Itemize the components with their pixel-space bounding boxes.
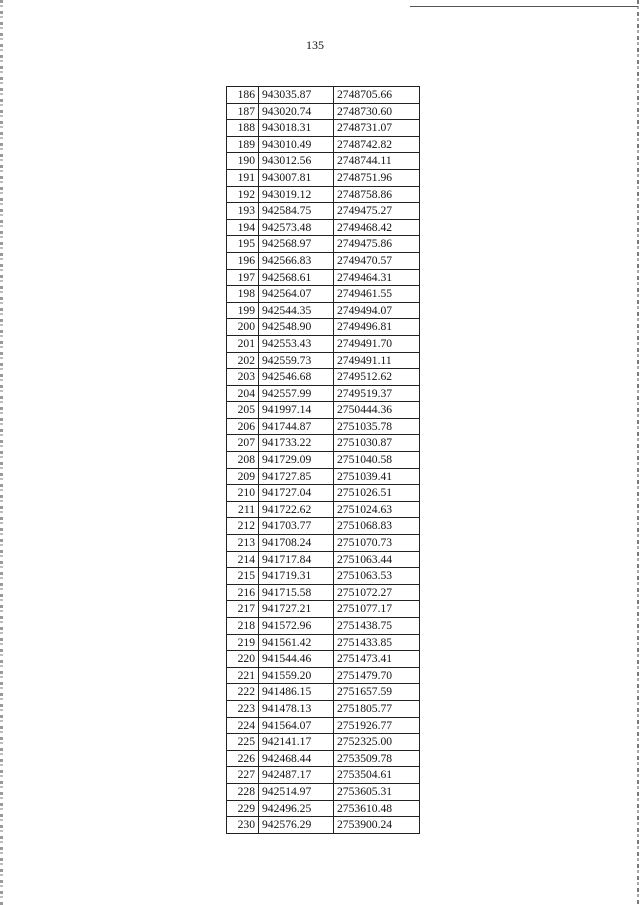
- x-coordinate-cell: 942468.44: [259, 750, 334, 767]
- point-number-cell: 197: [227, 269, 259, 286]
- point-number-cell: 209: [227, 468, 259, 485]
- point-number-cell: 214: [227, 551, 259, 568]
- x-coordinate-cell: 942568.97: [259, 236, 334, 253]
- point-number-cell: 206: [227, 418, 259, 435]
- table-row: [227, 286, 420, 303]
- y-coordinate-cell: 2749519.37: [334, 385, 420, 402]
- point-number-cell: 199: [227, 302, 259, 319]
- y-coordinate-cell: 2753900.24: [334, 817, 420, 834]
- y-coordinate-cell: 2748705.66: [334, 87, 420, 104]
- table-row: [227, 468, 420, 485]
- x-coordinate-cell: 942514.97: [259, 783, 334, 800]
- point-number-cell: 203: [227, 369, 259, 386]
- table-row: [227, 136, 420, 153]
- point-number-cell: 226: [227, 750, 259, 767]
- x-coordinate-cell: 942584.75: [259, 203, 334, 220]
- table-row: [227, 667, 420, 684]
- y-coordinate-cell: 2749475.27: [334, 203, 420, 220]
- table-row: [227, 252, 420, 269]
- table-row: [227, 319, 420, 336]
- point-number-cell: 227: [227, 767, 259, 784]
- point-number-cell: 186: [227, 87, 259, 104]
- point-number-cell: 216: [227, 584, 259, 601]
- x-coordinate-cell: 941478.13: [259, 700, 334, 717]
- y-coordinate-cell: 2748742.82: [334, 136, 420, 153]
- point-number-cell: 230: [227, 817, 259, 834]
- y-coordinate-cell: 2749468.42: [334, 219, 420, 236]
- y-coordinate-cell: 2753605.31: [334, 783, 420, 800]
- point-number-cell: 215: [227, 568, 259, 585]
- y-coordinate-cell: 2751068.83: [334, 518, 420, 535]
- page-number: 135: [306, 38, 324, 52]
- x-coordinate-cell: 941722.62: [259, 501, 334, 518]
- x-coordinate-cell: 943020.74: [259, 103, 334, 120]
- x-coordinate-cell: 941717.84: [259, 551, 334, 568]
- table-row: [227, 169, 420, 186]
- point-number-cell: 224: [227, 717, 259, 734]
- table-row: [227, 219, 420, 236]
- y-coordinate-cell: 2751657.59: [334, 684, 420, 701]
- point-number-cell: 196: [227, 252, 259, 269]
- table-row: [227, 767, 420, 784]
- point-number-cell: 212: [227, 518, 259, 535]
- table-row: [227, 302, 420, 319]
- x-coordinate-cell: 942576.29: [259, 817, 334, 834]
- x-coordinate-cell: 942559.73: [259, 352, 334, 369]
- y-coordinate-cell: 2749491.11: [334, 352, 420, 369]
- y-coordinate-cell: 2751026.51: [334, 485, 420, 502]
- scan-edge-right: [637, 0, 639, 905]
- scan-edge-left: [0, 0, 3, 905]
- y-coordinate-cell: 2750444.36: [334, 402, 420, 419]
- y-coordinate-cell: 2751040.58: [334, 452, 420, 469]
- point-number-cell: 220: [227, 651, 259, 668]
- table-row: [227, 435, 420, 452]
- point-number-cell: 228: [227, 783, 259, 800]
- x-coordinate-cell: 941729.09: [259, 452, 334, 469]
- x-coordinate-cell: 941559.20: [259, 667, 334, 684]
- y-coordinate-cell: 2749470.57: [334, 252, 420, 269]
- table-row: [227, 817, 420, 834]
- point-number-cell: 205: [227, 402, 259, 419]
- x-coordinate-cell: 942564.07: [259, 286, 334, 303]
- y-coordinate-cell: 2753610.48: [334, 800, 420, 817]
- point-number-cell: 217: [227, 601, 259, 618]
- top-rule: [410, 6, 638, 7]
- point-number-cell: 198: [227, 286, 259, 303]
- point-number-cell: 222: [227, 684, 259, 701]
- y-coordinate-cell: 2749461.55: [334, 286, 420, 303]
- y-coordinate-cell: 2749464.31: [334, 269, 420, 286]
- table-row: [227, 385, 420, 402]
- y-coordinate-cell: 2751077.17: [334, 601, 420, 618]
- table-row: [227, 535, 420, 552]
- y-coordinate-cell: 2751070.73: [334, 535, 420, 552]
- point-number-cell: 229: [227, 800, 259, 817]
- table-row: [227, 551, 420, 568]
- y-coordinate-cell: 2749491.70: [334, 335, 420, 352]
- table-row: [227, 651, 420, 668]
- point-number-cell: 188: [227, 120, 259, 137]
- point-number-cell: 221: [227, 667, 259, 684]
- point-number-cell: 187: [227, 103, 259, 120]
- table-row: [227, 402, 420, 419]
- table-row: [227, 236, 420, 253]
- table-row: [227, 335, 420, 352]
- x-coordinate-cell: 941719.31: [259, 568, 334, 585]
- point-number-cell: 190: [227, 153, 259, 170]
- y-coordinate-cell: 2751433.85: [334, 634, 420, 651]
- y-coordinate-cell: 2751063.44: [334, 551, 420, 568]
- point-number-cell: 189: [227, 136, 259, 153]
- x-coordinate-cell: 941727.85: [259, 468, 334, 485]
- y-coordinate-cell: 2751039.41: [334, 468, 420, 485]
- table-row: [227, 684, 420, 701]
- y-coordinate-cell: 2749512.62: [334, 369, 420, 386]
- x-coordinate-cell: 943010.49: [259, 136, 334, 153]
- y-coordinate-cell: 2752325.00: [334, 734, 420, 751]
- point-number-cell: 213: [227, 535, 259, 552]
- table-row: [227, 418, 420, 435]
- y-coordinate-cell: 2751024.63: [334, 501, 420, 518]
- x-coordinate-cell: 941708.24: [259, 535, 334, 552]
- table-row: [227, 203, 420, 220]
- y-coordinate-cell: 2753509.78: [334, 750, 420, 767]
- table-row: [227, 87, 420, 104]
- table-row: [227, 501, 420, 518]
- table-row: [227, 700, 420, 717]
- point-number-cell: 211: [227, 501, 259, 518]
- point-number-cell: 195: [227, 236, 259, 253]
- x-coordinate-cell: 942548.90: [259, 319, 334, 336]
- x-coordinate-cell: 941564.07: [259, 717, 334, 734]
- x-coordinate-cell: 942573.48: [259, 219, 334, 236]
- x-coordinate-cell: 941733.22: [259, 435, 334, 452]
- table-row: [227, 717, 420, 734]
- table-row: [227, 186, 420, 203]
- table-row: [227, 352, 420, 369]
- point-number-cell: 191: [227, 169, 259, 186]
- y-coordinate-cell: 2749475.86: [334, 236, 420, 253]
- point-number-cell: 225: [227, 734, 259, 751]
- table-row: [227, 103, 420, 120]
- x-coordinate-cell: 942568.61: [259, 269, 334, 286]
- point-number-cell: 219: [227, 634, 259, 651]
- table-row: [227, 269, 420, 286]
- x-coordinate-cell: 942487.17: [259, 767, 334, 784]
- point-number-cell: 193: [227, 203, 259, 220]
- y-coordinate-cell: 2751030.87: [334, 435, 420, 452]
- table-row: [227, 601, 420, 618]
- table-row: [227, 369, 420, 386]
- x-coordinate-cell: 941727.21: [259, 601, 334, 618]
- table-row: [227, 783, 420, 800]
- table-row: [227, 734, 420, 751]
- table-row: [227, 568, 420, 585]
- table-row: [227, 518, 420, 535]
- point-number-cell: 201: [227, 335, 259, 352]
- point-number-cell: 223: [227, 700, 259, 717]
- table-row: [227, 618, 420, 635]
- x-coordinate-cell: 942557.99: [259, 385, 334, 402]
- x-coordinate-cell: 942566.83: [259, 252, 334, 269]
- table-row: [227, 120, 420, 137]
- x-coordinate-cell: 941561.42: [259, 634, 334, 651]
- x-coordinate-cell: 943019.12: [259, 186, 334, 203]
- table-row: [227, 153, 420, 170]
- x-coordinate-cell: 941744.87: [259, 418, 334, 435]
- x-coordinate-cell: 941703.77: [259, 518, 334, 535]
- y-coordinate-cell: 2748751.96: [334, 169, 420, 186]
- y-coordinate-cell: 2751473.41: [334, 651, 420, 668]
- table-row: [227, 584, 420, 601]
- point-number-cell: 200: [227, 319, 259, 336]
- coordinates-table-body: [227, 87, 420, 834]
- y-coordinate-cell: 2751063.53: [334, 568, 420, 585]
- table-row: [227, 800, 420, 817]
- y-coordinate-cell: 2753504.61: [334, 767, 420, 784]
- x-coordinate-cell: 941727.04: [259, 485, 334, 502]
- y-coordinate-cell: 2748744.11: [334, 153, 420, 170]
- x-coordinate-cell: 941715.58: [259, 584, 334, 601]
- point-number-cell: 210: [227, 485, 259, 502]
- point-number-cell: 194: [227, 219, 259, 236]
- x-coordinate-cell: 941544.46: [259, 651, 334, 668]
- point-number-cell: 202: [227, 352, 259, 369]
- table-row: [227, 485, 420, 502]
- x-coordinate-cell: 943007.81: [259, 169, 334, 186]
- y-coordinate-cell: 2751035.78: [334, 418, 420, 435]
- x-coordinate-cell: 942141.17: [259, 734, 334, 751]
- x-coordinate-cell: 941572.96: [259, 618, 334, 635]
- y-coordinate-cell: 2751479.70: [334, 667, 420, 684]
- y-coordinate-cell: 2748730.60: [334, 103, 420, 120]
- y-coordinate-cell: 2751072.27: [334, 584, 420, 601]
- point-number-cell: 218: [227, 618, 259, 635]
- point-number-cell: 207: [227, 435, 259, 452]
- table-row: [227, 634, 420, 651]
- y-coordinate-cell: 2751926.77: [334, 717, 420, 734]
- y-coordinate-cell: 2749496.81: [334, 319, 420, 336]
- x-coordinate-cell: 943018.31: [259, 120, 334, 137]
- x-coordinate-cell: 942546.68: [259, 369, 334, 386]
- x-coordinate-cell: 942496.25: [259, 800, 334, 817]
- y-coordinate-cell: 2748758.86: [334, 186, 420, 203]
- point-number-cell: 192: [227, 186, 259, 203]
- x-coordinate-cell: 941997.14: [259, 402, 334, 419]
- point-number-cell: 208: [227, 452, 259, 469]
- y-coordinate-cell: 2748731.07: [334, 120, 420, 137]
- y-coordinate-cell: 2751438.75: [334, 618, 420, 635]
- x-coordinate-cell: 942553.43: [259, 335, 334, 352]
- y-coordinate-cell: 2749494.07: [334, 302, 420, 319]
- y-coordinate-cell: 2751805.77: [334, 700, 420, 717]
- point-number-cell: 204: [227, 385, 259, 402]
- x-coordinate-cell: 941486.15: [259, 684, 334, 701]
- coordinates-table: [226, 86, 420, 834]
- x-coordinate-cell: 943035.87: [259, 87, 334, 104]
- x-coordinate-cell: 942544.35: [259, 302, 334, 319]
- x-coordinate-cell: 943012.56: [259, 153, 334, 170]
- table-row: [227, 452, 420, 469]
- table-row: [227, 750, 420, 767]
